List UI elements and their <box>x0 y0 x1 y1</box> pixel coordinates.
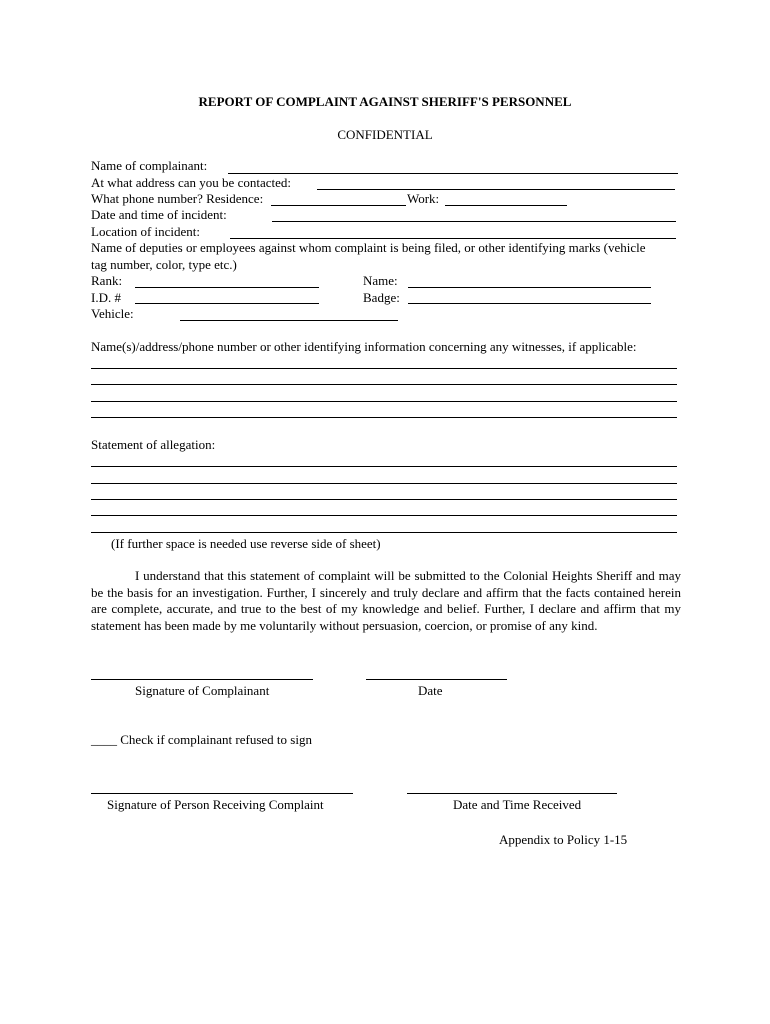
refused-to-sign-check[interactable]: ____ Check if complainant refused to sign <box>91 732 312 747</box>
incident-datetime-field[interactable] <box>272 221 676 222</box>
receiver-signature-label: Signature of Person Receiving Complaint <box>107 797 324 812</box>
allegation-line[interactable] <box>91 483 677 484</box>
received-datetime-label: Date and Time Received <box>453 797 582 812</box>
reverse-side-note: (If further space is needed use reverse side of sheet) <box>111 536 381 551</box>
deputy-name-label: Name: <box>363 273 398 288</box>
badge-field[interactable] <box>408 303 651 304</box>
vehicle-label: Vehicle: <box>91 306 134 321</box>
complainant-signature-line[interactable] <box>91 679 313 680</box>
deputies-label-line2: tag number, color, type etc.) <box>91 257 237 272</box>
allegation-line[interactable] <box>91 515 677 516</box>
id-field[interactable] <box>135 303 319 304</box>
rank-label: Rank: <box>91 273 123 288</box>
residence-phone-label: What phone number? Residence: <box>91 191 264 206</box>
deputy-name-field[interactable] <box>408 287 651 288</box>
complainant-name-field[interactable] <box>228 173 678 174</box>
incident-datetime-label: Date and time of incident: <box>91 207 227 222</box>
allegation-line[interactable] <box>91 532 677 533</box>
witness-line[interactable] <box>91 384 677 385</box>
signature-date-label: Date <box>418 683 443 698</box>
received-datetime-line[interactable] <box>407 793 617 794</box>
work-phone-label: Work: <box>407 191 440 206</box>
residence-phone-field[interactable] <box>271 205 406 206</box>
work-phone-field[interactable] <box>445 205 567 206</box>
allegation-line[interactable] <box>91 466 677 467</box>
affirmation-statement: I understand that this statement of complaint will be submitted to the Colonial Heights Sheriff and may be the basis for an investigation. Further, I sincerely and truly declare and affirm that the facts contained herein are complete, accurate, and true to the best of my knowledge and belief. Further, I declare and affirm that my statement has been made by me voluntarily without persuasion, coercion, or promise of any kind. <box>91 568 681 633</box>
allegation-line[interactable] <box>91 499 677 500</box>
allegation-label: Statement of allegation: <box>91 437 216 452</box>
id-label: I.D. # <box>91 290 121 305</box>
vehicle-field[interactable] <box>180 320 398 321</box>
confidential-label: CONFIDENTIAL <box>337 127 433 142</box>
witness-line[interactable] <box>91 368 677 369</box>
witness-line[interactable] <box>91 401 677 402</box>
signature-date-line[interactable] <box>366 679 507 680</box>
incident-location-field[interactable] <box>230 238 676 239</box>
incident-location-label: Location of incident: <box>91 224 201 239</box>
address-label: At what address can you be contacted: <box>91 175 291 190</box>
complainant-name-label: Name of complainant: <box>91 158 208 173</box>
witnesses-label: Name(s)/address/phone number or other identifying information concerning any witnesses, if applicable: <box>91 339 637 354</box>
address-field[interactable] <box>317 189 675 190</box>
deputies-label-line1: Name of deputies or employees against whom complaint is being filed, or other identifying marks (vehicle <box>91 240 646 255</box>
witness-line[interactable] <box>91 417 677 418</box>
complainant-signature-label: Signature of Complainant <box>135 683 270 698</box>
page-title: REPORT OF COMPLAINT AGAINST SHERIFF'S PERSONNEL <box>198 94 572 109</box>
receiver-signature-line[interactable] <box>91 793 353 794</box>
rank-field[interactable] <box>135 287 319 288</box>
appendix-reference: Appendix to Policy 1-15 <box>499 832 628 847</box>
badge-label: Badge: <box>363 290 400 305</box>
